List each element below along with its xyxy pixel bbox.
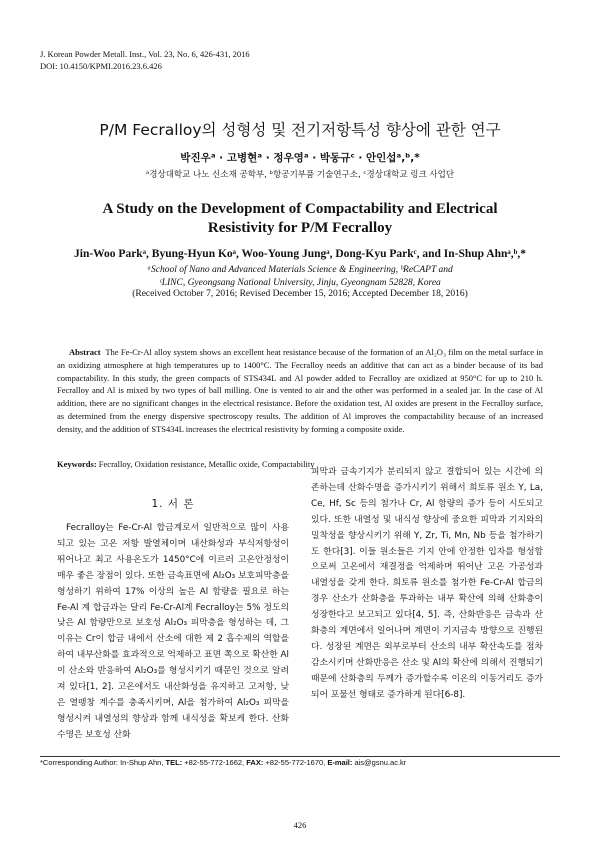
- abstract: [57, 346, 543, 436]
- english-authors: Jin-Woo Parkᵃ, Byung-Hyun Koᵃ, Woo-Young Jungᵃ, Dong-Kyu Parkᶜ, and In-Shup Ahnᵃ,ᵇ,*: [74, 248, 526, 260]
- korean-title: P/M Fecralloy의 성형성 및 전기저항특성 향상에 관한 연구: [99, 121, 501, 139]
- english-title: [40, 200, 560, 238]
- body-paragraph: Fecralloy는 Fe-Cr-Al 합금계로서 일반적으로 많이 사용되고 있는 고온 저항 발열체이며 내산화성과 부식저항성이 뛰어나고 최고 사용온도가 1450°C에 이르러 고온안정성이 매우 좋은 장점이 있다. 또한 금속표면에 Al₂O₃ 보호피막층을 형성하기 위하여 17% 이상의 높은 Al 함량을 필요로 하는 Fe-Al 계 합금과는 달리 Fe-Cr-Al계 Fecralloy는 5% 정도의 낮은 Al 함량만으로 보호성 Al₂O₃ 피막층을 형성하는 데, 그 이유는 Cr이 합금 내에서 산소에 대한 제 2 흡수제의 역할을 하여 내부산화를 효과적으로 억제하고 표면 쪽으로 확산한 Al이 산소와 반응하여 Al₂O₃를 형성시키기 때문인 것으로 알려져 있다[1, 2]. 고온에서도 내산화성을 유지하고 고저항, 낮은 열팽창 계수를 충족시키며, Al을 첨가하여 Al₂O₃ 피막을 형성시켜 내열성의 향상과 함께 내식성을 확보케 한다. 산화수명은 보호성 산화: [57, 523, 289, 740]
- footnote-author: In-Shup Ahn,: [120, 758, 164, 767]
- journal-doi: DOI: 10.4150/KPMI.2016.23.6.426: [40, 61, 162, 71]
- footnote-email: ais@gsnu.ac.kr: [354, 758, 407, 767]
- english-title-line2: Resistivity for P/M Fecralloy: [207, 220, 393, 236]
- body-column-right: [311, 465, 543, 704]
- abstract-label: Abstract: [69, 347, 101, 357]
- keywords-text: Fecralloy, Oxidation resistance, Metallic oxide, Compactability: [98, 459, 315, 469]
- footnote-fax: +82-55-772-1670,: [265, 758, 326, 767]
- footnote-author-label: *Corresponding Author:: [40, 758, 118, 767]
- footnote-tel: +82-55-772-1662,: [184, 758, 245, 767]
- body-paragraph: 피막과 금속기지가 분리되지 않고 결합되어 있는 시간에 의존하는데 산화수명을 증가시키기 위해서 희토류 원소 Y, La, Ce, Hf, Sc 등의 첨가나 Cr, Al 함량의 증가 등이 시도되고 있다. 또한 내열성 및 내식성 향상에 중요한 피막과 기지와의 밀착성을 향상시키기 위해 Y, Zr, Ti, Mn, Nb 등을 첨가하기도 한다[3]. 이들 원소들은 기지 안에 안정한 입자를 형성함으로써 고온에서 재결정을 억제하며 뛰어난 고온 가공성과 내열성을 갖게 한다. 희토류 원소를 첨가한 Fe-Cr-Al 합금의 경우 산소가 산화층을 투과하는 내부 확산에 의해 산화층이 성장한다고 보고되고 있다[4, 5]. 즉, 산화반응은 금속과 산화층의 계면에서 일어나며 계면이 기지금속 방향으로 진행된다. 성장된 계면은 외부로부터 산소의 내부 확산속도를 점차 감소시키며 산화반응은 산소 및 Al의 확산에 의해서 진행되기 때문에 산화층의 두께가 증가할수록 이온의 이동거리도 증가되어 포물선 형태로 증가하게 된다[6-8].: [311, 467, 543, 700]
- english-affiliation-line1: ᵃSchool of Nano and Advanced Materials Science & Engineering, ᵇReCAPT and: [147, 265, 453, 275]
- english-title-line1: A Study on the Development of Compactability and Electrical: [102, 201, 498, 217]
- journal-citation: J. Korean Powder Metall. Inst., Vol. 23, No. 6, 426-431, 2016: [40, 49, 250, 59]
- section-heading: 1. 서 론: [151, 498, 195, 510]
- footnote-divider: [40, 756, 560, 757]
- body-column-left: [57, 521, 289, 744]
- received-dates: (Received October 7, 2016; Revised December 15, 2016; Accepted December 18, 2016): [132, 289, 468, 299]
- corresponding-author-footnote: [40, 758, 406, 767]
- footnote-tel-label: TEL:: [165, 758, 183, 767]
- english-affiliation: [0, 264, 600, 289]
- korean-affiliation: ᵃ경상대학교 나노 신소재 공학부, ᵇ항공기부품 기술연구소, ᶜ경상대학교 링크 사업단: [145, 170, 455, 180]
- english-affiliation-line2: ᶜLINC, Gyeongsang National University, Jinju, Gyeongnam 52828, Korea: [159, 277, 441, 288]
- abstract-text: The Fe-Cr-Al alloy system shows an excellent heat resistance because of the formation of an Al₂O₃ film on the metal surface in an oxidizing atmosphere at high temperatures up to 1400°C. The Fecralloy needs an additive that can act as a binder because of its bad compactability. In this study, the green compacts of STS434L and Al powder added to Fecralloy are oxidized at 950°C for up to 210 h. Fecralloy and Al is mixed by two types of ball milling. One is vented to air and the other was performed in a sealed jar. In the case of Al addition, there are no significant changes in the electrical resistance. Before the oxidation test, Al oxides are present in the Fecralloy surface, as determined from the energy dispersive spectroscopy results. The addition of Al improves the compactability because of an increased density, and the addition of STS434L increases the electrical resistivity by forming a composite oxide.: [57, 347, 544, 434]
- footnote-fax-label: FAX:: [246, 758, 264, 767]
- keywords-label: Keywords:: [57, 459, 97, 469]
- journal-header: [40, 48, 250, 72]
- korean-authors: 박진우ᵃ · 고병현ᵃ · 정우영ᵃ · 박동규ᶜ · 안인섭ᵃ,ᵇ,*: [180, 152, 420, 164]
- footnote-email-label: E-mail:: [327, 758, 353, 767]
- page-number: 426: [293, 820, 307, 830]
